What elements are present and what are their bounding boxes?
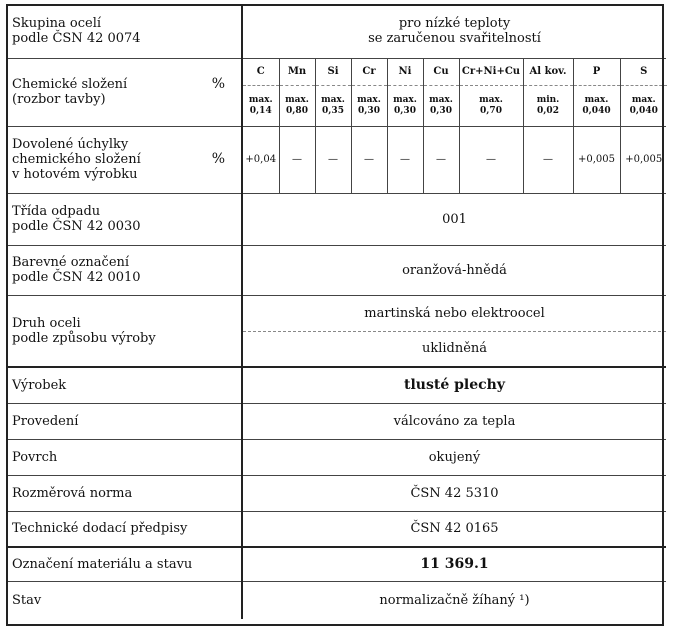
element-symbol: S <box>620 59 667 86</box>
deviation-value: — <box>423 127 459 193</box>
element-symbol: Cr+Ni+Cu <box>459 59 523 86</box>
limit-value: 0,70 <box>480 105 502 116</box>
element-limit <box>620 85 667 126</box>
surface-label: Povrch <box>6 439 242 475</box>
element-limit <box>243 85 279 126</box>
deviation-value: +0,005 <box>573 127 620 193</box>
color-value: oranžová-hnědá <box>242 245 666 295</box>
product-value: tlusté plechy <box>242 367 666 403</box>
steel-label: Druh oceli podle způsobu výroby <box>6 295 242 367</box>
row-surface <box>6 439 666 475</box>
dim-norm-label: Rozměrová norma <box>6 475 242 511</box>
chemical-label: % Chemické složení (rozbor tavby) <box>6 58 242 126</box>
group-value: pro nízké teploty se zaručenou svařitelností <box>242 4 666 58</box>
execution-value: válcováno za tepla <box>242 403 666 439</box>
limit-value: 0,14 <box>249 105 272 116</box>
element-symbol: Si <box>315 59 351 86</box>
group-label: Skupina ocelí podle ČSN 42 0074 <box>6 4 242 58</box>
steel-value-2: uklidněná <box>242 331 666 367</box>
row-state <box>6 581 666 619</box>
waste-label: Třída odpadu podle ČSN 42 0030 <box>6 193 242 245</box>
row-steel-1 <box>6 295 666 331</box>
limit-kind: max. <box>248 94 273 105</box>
execution-label: Provedení <box>6 403 242 439</box>
element-symbol: C <box>243 59 279 86</box>
state-label: Stav <box>6 581 242 619</box>
element-limit <box>573 85 620 126</box>
color-label: Barevné označení podle ČSN 42 0010 <box>6 245 242 295</box>
dim-norm-value: ČSN 42 5310 <box>242 475 666 511</box>
tech-label: Technické dodací předpisy <box>6 511 242 547</box>
deviation-value: — <box>387 127 423 193</box>
element-limit-row <box>243 85 667 126</box>
deviation-value: — <box>351 127 387 193</box>
row-execution <box>6 403 666 439</box>
product-label: Výrobek <box>6 367 242 403</box>
row-product <box>6 367 666 403</box>
element-symbol: Cr <box>351 59 387 86</box>
element-symbol: Cu <box>423 59 459 86</box>
chemical-grid <box>242 58 666 126</box>
limit-value: 0,30 <box>394 105 416 116</box>
deviation-value: +0,005 <box>620 127 667 193</box>
deviation-value: — <box>279 127 315 193</box>
limit-value: 0,040 <box>582 105 611 116</box>
limit-value: 0,02 <box>537 105 559 116</box>
row-waste <box>6 193 666 245</box>
designation-label: Označení materiálu a stavu <box>6 547 242 581</box>
limit-kind: max. <box>285 94 309 105</box>
steel-spec-sheet <box>6 4 666 619</box>
limit-value: 0,30 <box>430 105 452 116</box>
element-symbol: Mn <box>279 59 315 86</box>
limit-kind: max. <box>479 94 503 105</box>
deviation-value: — <box>459 127 523 193</box>
designation-value: 11 369.1 <box>242 547 666 581</box>
chemical-unit: % <box>211 76 225 92</box>
waste-value: 001 <box>242 193 666 245</box>
element-symbol: P <box>573 59 620 86</box>
row-designation <box>6 547 666 581</box>
limit-kind: max. <box>631 94 656 105</box>
element-limit <box>523 85 573 126</box>
state-value: normalizačně žíhaný ¹) <box>379 592 530 608</box>
limit-kind: max. <box>393 94 417 105</box>
element-limit <box>423 85 459 126</box>
limit-value: 0,040 <box>629 105 658 116</box>
limit-value: 0,30 <box>358 105 380 116</box>
spec-table <box>6 4 666 619</box>
deviation-grid <box>242 126 666 193</box>
limit-kind: min. <box>536 94 560 105</box>
element-limit <box>459 85 523 126</box>
surface-value: okujený <box>242 439 666 475</box>
deviation-label: % Dovolené úchylky chemického složení v hotovém výrobku <box>6 126 242 193</box>
row-dim-norm <box>6 475 666 511</box>
row-chemical <box>6 58 666 126</box>
limit-kind: max. <box>584 94 609 105</box>
deviation-value: — <box>315 127 351 193</box>
deviation-value-row <box>243 127 667 193</box>
deviation-value: +0,04 <box>245 154 277 165</box>
deviation-unit: % <box>211 151 225 167</box>
element-symbol: Ni <box>387 59 423 86</box>
limit-value: 0,35 <box>322 105 344 116</box>
tech-value: ČSN 42 0165 <box>242 511 666 547</box>
element-header-row <box>243 59 667 86</box>
limit-value: 0,80 <box>286 105 308 116</box>
element-limit <box>387 85 423 126</box>
element-limit <box>315 85 351 126</box>
row-group <box>6 4 666 58</box>
element-limit <box>279 85 315 126</box>
element-limit <box>351 85 387 126</box>
steel-value-1: martinská nebo elektroocel <box>242 295 666 331</box>
deviation-value: — <box>523 127 573 193</box>
limit-kind: max. <box>357 94 381 105</box>
row-deviation <box>6 126 666 193</box>
row-tech <box>6 511 666 547</box>
limit-kind: max. <box>321 94 345 105</box>
row-color <box>6 245 666 295</box>
limit-kind: max. <box>429 94 453 105</box>
element-symbol: Al kov. <box>523 59 573 86</box>
